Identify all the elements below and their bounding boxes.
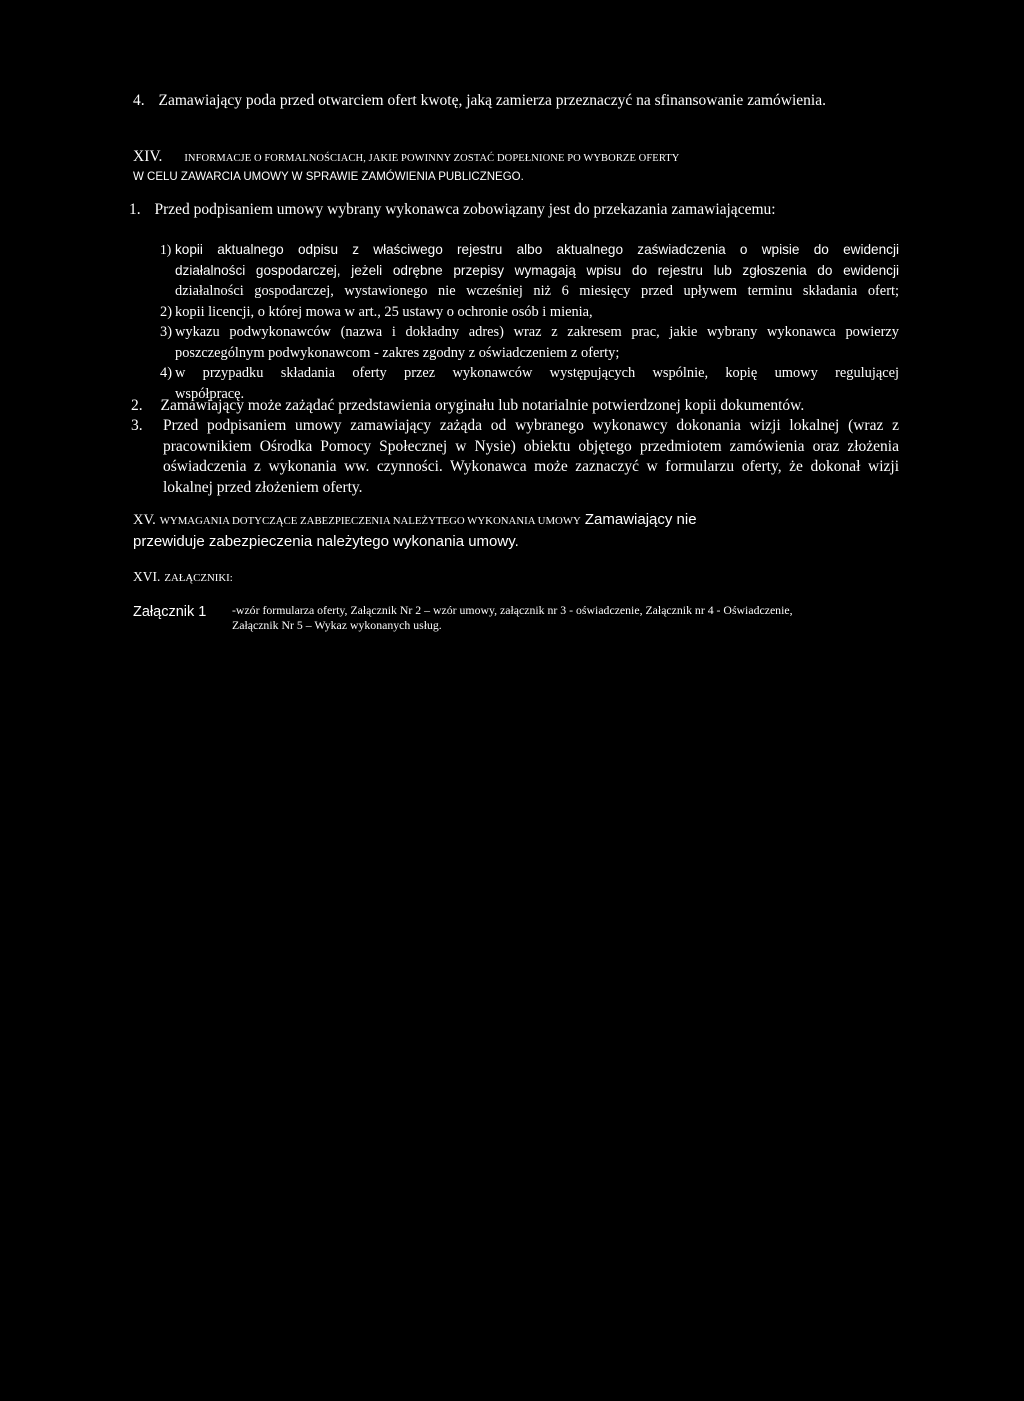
subitem-1-number: 1) bbox=[160, 242, 172, 257]
item-3-line: lokalnej przed złożeniem oferty. bbox=[163, 478, 363, 496]
subitem-3-line: wykazu podwykonawców (nazwa i dokładny adres) wraz z zakresem prac, jakie wybrany wykonawca powierzy bbox=[175, 324, 899, 340]
item-1-text: Przed podpisaniem umowy wybrany wykonawca zobowiązany jest do przekazania zamawiającemu: bbox=[154, 201, 776, 218]
section-xiv-title-line2: W CELU ZAWARCIA UMOWY W SPRAWIE ZAMÓWIENIA PUBLICZNEGO. bbox=[133, 171, 524, 183]
item-3-line: oświadczenia z wykonania ww. czynności. Wykonawca może zaznaczyć w formularzu oferty, że dokonał wizji bbox=[163, 458, 899, 475]
subitem-4-number: 4) bbox=[160, 365, 172, 381]
item-3-line: Przed podpisaniem umowy zamawiający zażąda od wybranego wykonawcy dokonania wizji lokalnej (wraz z bbox=[163, 417, 899, 434]
subitem-2 bbox=[133, 302, 899, 323]
item-3-line: pracownikiem Ośrodka Pomocy Społecznej w Nysie) obiektu objętego przedmiotem zamówienia oraz złożenia bbox=[163, 437, 899, 455]
attachment-list bbox=[232, 603, 793, 633]
item-2-text: Zamawiający może zażądać przedstawienia oryginału lub notarialnie potwierdzonej kopii dokumentów. bbox=[160, 397, 805, 414]
subitem-2-line: kopii licencji, o której mowa w art., 25 ustawy o ochronie osób i mienia, bbox=[175, 303, 593, 320]
subitem-1 bbox=[133, 240, 899, 302]
section-xv-text-line2: przewiduje zabezpieczenia należytego wykonania umowy. bbox=[133, 533, 519, 550]
section-xv-text-line1: Zamawiający nie bbox=[584, 511, 697, 528]
item-1 bbox=[129, 200, 776, 220]
subitem-1-line: działalności gospodarczej, wystawionego nie wcześniej niż 6 miesięcy przed upływem terminu składania ofert; bbox=[175, 283, 899, 299]
section-xvi bbox=[133, 567, 233, 588]
point-4 bbox=[133, 91, 826, 111]
item-2 bbox=[131, 396, 804, 416]
subitem-1-line: działalności gospodarczej, jeżeli odrębne przepisy wymagają wpisu do rejestru lub zgłoszenia do ewidencji bbox=[175, 262, 899, 278]
item-3 bbox=[131, 416, 899, 498]
point-4-number: 4. bbox=[133, 92, 145, 109]
attachment-line: Załącznik Nr 5 – Wykaz wykonanych usług. bbox=[232, 618, 442, 632]
section-xvi-title: ZAŁĄCZNIKI: bbox=[164, 572, 233, 584]
subitem-3-number: 3) bbox=[160, 324, 172, 340]
subitem-3 bbox=[133, 322, 899, 363]
subitem-4-line: współpracę. bbox=[175, 385, 245, 402]
item-2-number: 2. bbox=[131, 397, 143, 414]
item-1-number: 1. bbox=[129, 201, 141, 218]
section-xv bbox=[133, 510, 697, 553]
section-xiv-number: XIV. bbox=[133, 148, 163, 165]
section-xiv-heading bbox=[133, 148, 680, 186]
subitem-list bbox=[133, 240, 899, 404]
subitem-3-line: poszczególnym podwykonawcom - zakres zgodny z oświadczeniem z oferty; bbox=[175, 344, 620, 361]
subitem-4-line: w przypadku składania oferty przez wykonawców występujących wspólnie, kopię umowy regulującej bbox=[175, 365, 899, 381]
attachment-label: Załącznik 1 bbox=[133, 604, 207, 620]
section-xv-number: XV. bbox=[133, 512, 156, 528]
item-3-number: 3. bbox=[131, 417, 143, 434]
attachment-line: -wzór formularza oferty, Załącznik Nr 2 – wzór umowy, załącznik nr 3 - oświadczenie, Załącznik nr 4 - Oświadczenie, bbox=[232, 603, 793, 617]
point-4-text: Zamawiający poda przed otwarciem ofert kwotę, jaką zamierza przeznaczyć na sfinansowanie zamówienia. bbox=[158, 92, 826, 109]
subitem-2-number: 2) bbox=[160, 303, 172, 320]
section-xiv-title-line1: INFORMACJE O FORMALNOŚCIACH, JAKIE POWINNY ZOSTAĆ DOPEŁNIONE PO WYBORZE OFERTY bbox=[184, 153, 680, 164]
section-xvi-number: XVI. bbox=[133, 569, 161, 584]
section-xv-title: WYMAGANIA DOTYCZĄCE ZABEZPIECZENIA NALEŻYTEGO WYKONANIA UMOWY bbox=[159, 515, 581, 527]
subitem-1-line: kopii aktualnego odpisu z właściwego rejestru albo aktualnego zaświadczenia o wpisie do ewidencji bbox=[175, 242, 899, 257]
